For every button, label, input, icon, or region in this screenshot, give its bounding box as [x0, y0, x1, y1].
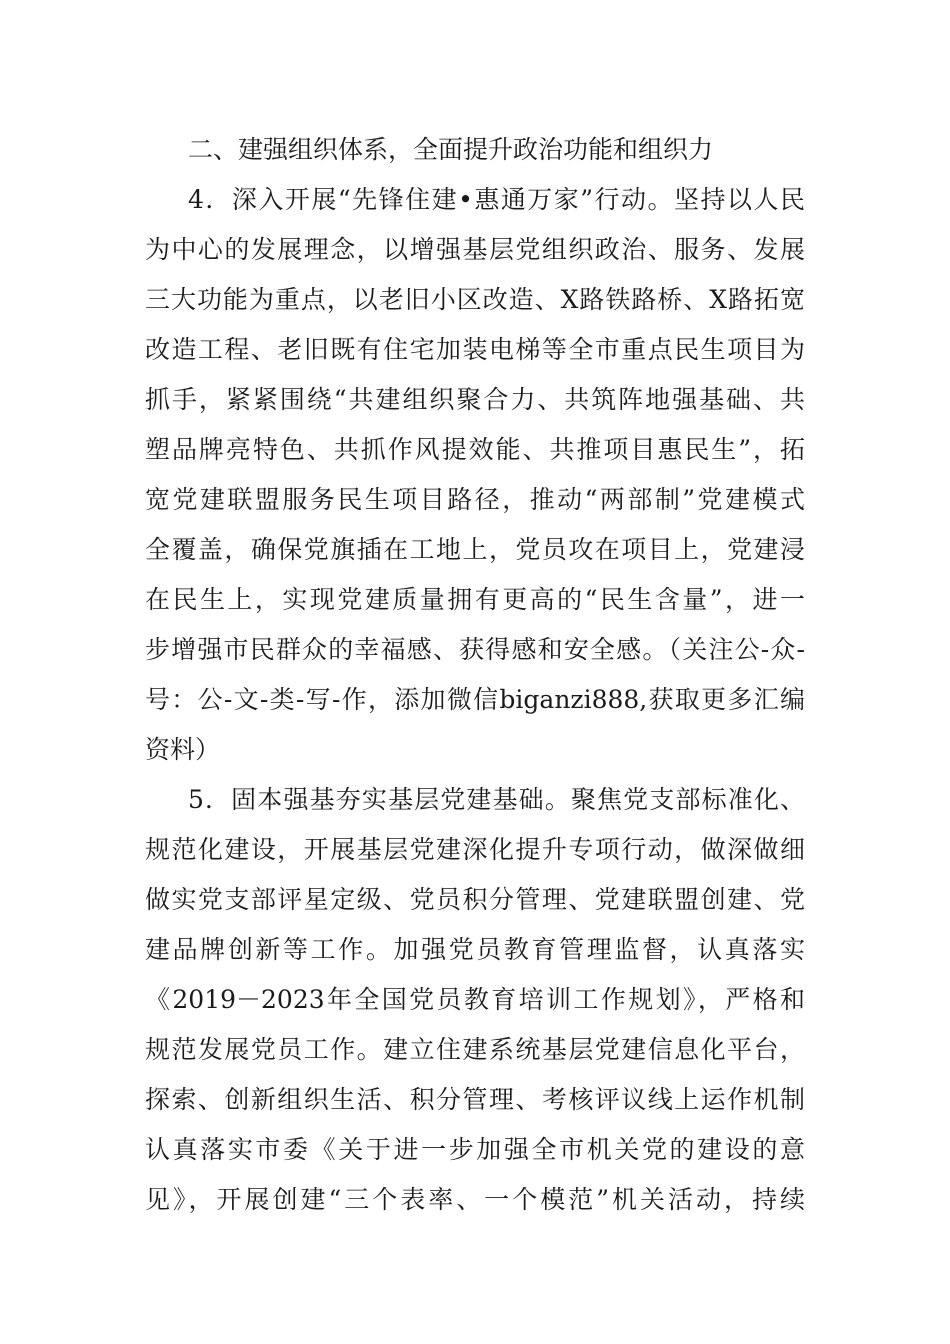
paragraph-line: 见》，开展创建“三个表率、一个模范”机关活动，持续 [145, 1185, 805, 1214]
paragraph-line: 改造工程、老旧既有住宅加装电梯等全市重点民生项目为 [145, 335, 805, 364]
paragraph-line: 塑品牌亮特色、共抓作风提效能、共推项目惠民生”，拓 [145, 435, 805, 464]
paragraph-line: 资料） [145, 735, 221, 764]
paragraph-line: 《2019－2023年全国党员教育培训工作规划》，严格和 [145, 985, 805, 1014]
paragraph-line: 全覆盖，确保党旗插在工地上，党员攻在项目上，党建浸 [145, 535, 805, 564]
section-heading: 二、建强组织体系，全面提升政治功能和组织力 [188, 135, 714, 164]
paragraph-line: 5．固本强基夯实基层党建基础。聚焦党支部标准化、 [188, 785, 805, 814]
paragraph-line: 建品牌创新等工作。加强党员教育管理监督，认真落实 [145, 935, 805, 964]
paragraph-line: 号：公-文-类-写-作，添加微信biganzi888,获取更多汇编 [145, 685, 805, 714]
paragraph-line: 抓手，紧紧围绕“共建组织聚合力、共筑阵地强基础、共 [145, 385, 805, 414]
paragraph-line: 探索、创新组织生活、积分管理、考核评议线上运作机制 [145, 1085, 805, 1114]
paragraph-line: 做实党支部评星定级、党员积分管理、党建联盟创建、党 [145, 885, 805, 914]
paragraph-line: 在民生上，实现党建质量拥有更高的“民生含量”，进一 [145, 585, 805, 614]
paragraph-line: 认真落实市委《关于进一步加强全市机关党的建设的意 [145, 1135, 805, 1164]
paragraph-line: 三大功能为重点，以老旧小区改造、X路铁路桥、X路拓宽 [145, 285, 805, 314]
paragraph-line: 为中心的发展理念，以增强基层党组织政治、服务、发展 [145, 235, 805, 264]
paragraph-line: 规范发展党员工作。建立住建系统基层党建信息化平台， [145, 1035, 805, 1064]
paragraph-line: 步增强市民群众的幸福感、获得感和安全感。（关注公-众- [145, 635, 805, 664]
paragraph-line: 宽党建联盟服务民生项目路径，推动“两部制”党建模式 [145, 485, 805, 514]
paragraph-line: 4．深入开展“先锋住建•惠通万家”行动。坚持以人民 [188, 185, 805, 214]
paragraph-line: 规范化建设，开展基层党建深化提升专项行动，做深做细 [145, 835, 805, 864]
